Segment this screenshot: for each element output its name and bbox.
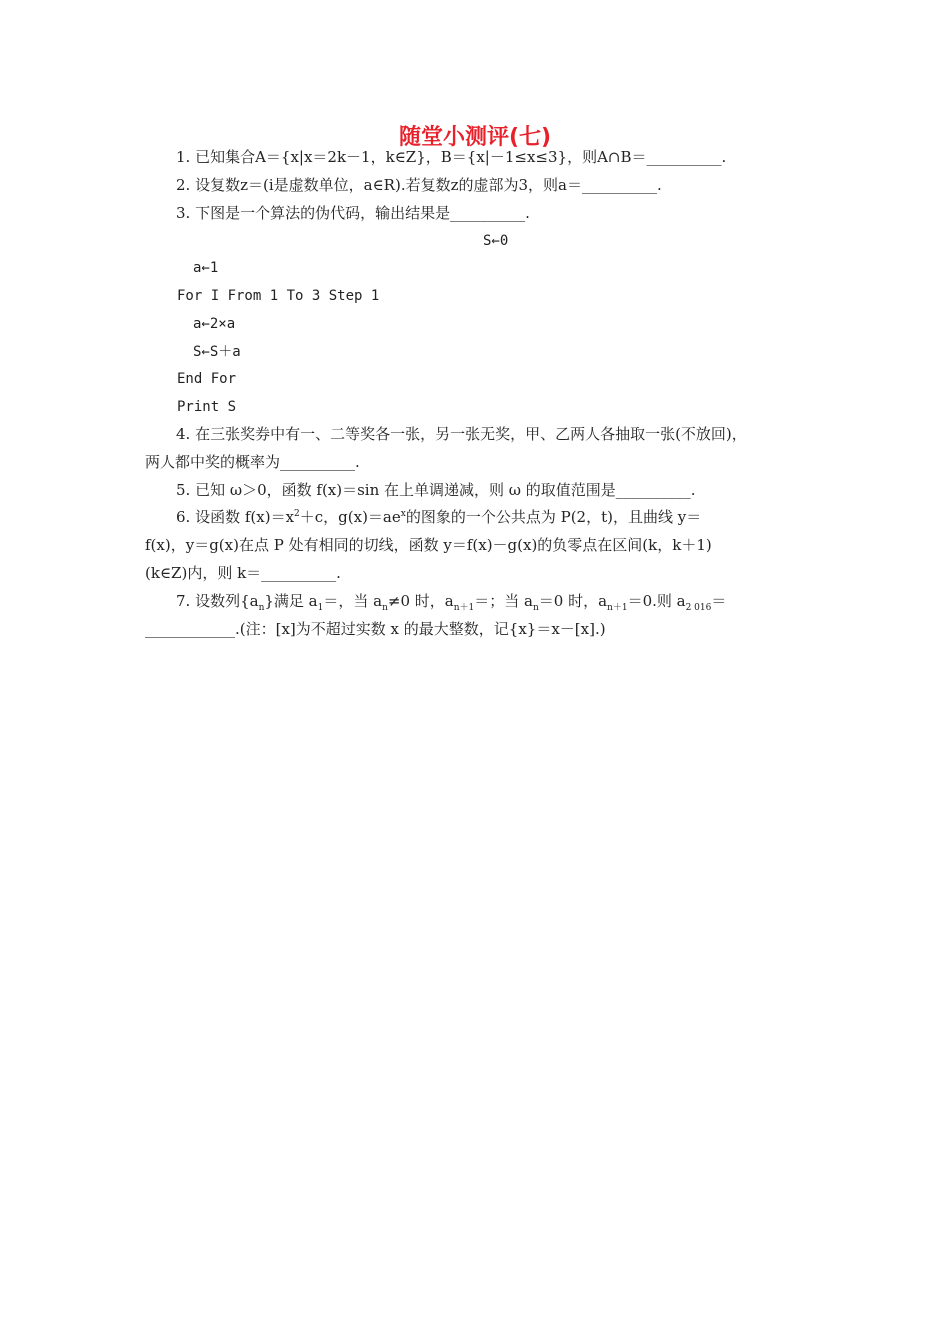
q7-subscript: 2 016 (685, 603, 712, 613)
q7-subscript: n (258, 603, 265, 613)
page-title: 随堂小测评(七) (398, 125, 552, 150)
q7-text-d: ≠0 时，a (387, 592, 454, 610)
question-6-line-3: (k∈Z)内，则 k＝__________. (145, 564, 341, 582)
q7-text-c: ＝，当 a (323, 592, 383, 610)
pseudocode-line-5: S←S＋a (193, 344, 241, 360)
pseudocode-line-3: For I From 1 To 3 Step 1 (177, 288, 380, 304)
question-7-line-2: ____________.(注：[x]为不超过实数 x 的最大整数，记{x}＝x－[x].) (145, 620, 606, 638)
question-6-line-1 (176, 507, 701, 527)
question-1: 1. 已知集合A＝{x|x＝2k－1，k∈Z}，B＝{x|－1≤x≤3}，则A∩B＝__________. (176, 148, 727, 166)
q6-text-c: 的图象的一个公共点为 P(2，t)，且曲线 y＝ (405, 508, 702, 526)
q6-superscript-2: 2 (294, 509, 300, 519)
q7-text-a: 7. 设数列{a (176, 592, 259, 610)
question-4-line-1: 4. 在三张奖券中有一、二等奖各一张，另一张无奖，甲、乙两人各抽取一张(不放回)， (176, 425, 747, 443)
q7-text-e: ＝；当 a (474, 592, 533, 610)
q6-text-b: ＋c，g(x)＝ae (299, 508, 401, 526)
q7-text-b: }满足 a (264, 592, 318, 610)
pseudocode-line-2: a←1 (193, 260, 219, 276)
q6-superscript-x: x (400, 509, 406, 519)
q6-text-a: 6. 设函数 f(x)＝x (176, 508, 295, 526)
question-3: 3. 下图是一个算法的伪代码，输出结果是__________. (176, 204, 530, 222)
question-7-line-1 (176, 591, 726, 611)
question-6-line-2: f(x)，y＝g(x)在点 P 处有相同的切线，函数 y＝f(x)－g(x)的负零点在区间(k，k＋1) (145, 536, 712, 554)
question-2: 2. 设复数z＝(i是虚数单位，a∈R).若复数z的虚部为3，则a＝__________. (176, 176, 662, 194)
q7-text-g: ＝0.则 a (627, 592, 686, 610)
pseudocode-line-1: S←0 (483, 233, 509, 249)
q7-subscript: n (382, 603, 388, 613)
q7-text-f: ＝0 时，a (538, 592, 608, 610)
question-5: 5. 已知 ω＞0，函数 f(x)＝sin 在上单调递减，则 ω 的取值范围是__________. (176, 481, 696, 499)
question-4-line-2: 两人都中奖的概率为__________. (145, 453, 360, 471)
q7-subscript: n (532, 603, 539, 613)
q7-text-h: ＝ (711, 592, 727, 610)
pseudocode-line-7: Print S (177, 399, 237, 415)
q7-subscript: 1 (317, 603, 324, 613)
q7-subscript: n＋1 (607, 603, 628, 613)
pseudocode-line-6: End For (177, 371, 237, 387)
q7-subscript: n＋1 (453, 603, 475, 613)
pseudocode-line-4: a←2×a (193, 316, 236, 332)
